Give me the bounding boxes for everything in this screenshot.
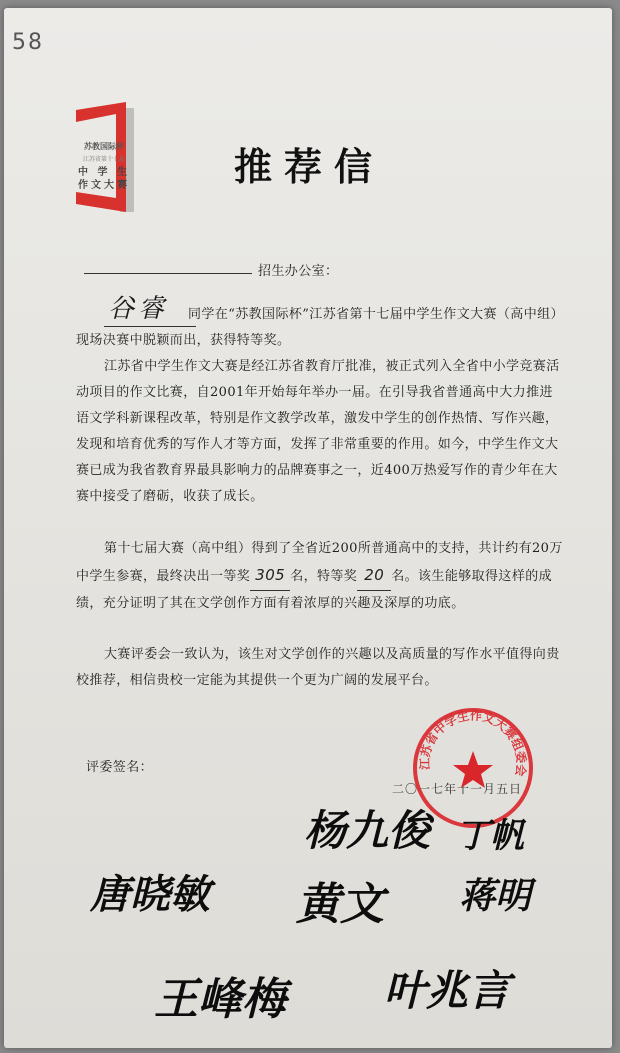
letter-title: 推荐信 — [234, 144, 385, 189]
logo-line-2: 江苏省第十七届 — [82, 156, 125, 163]
student-name-handwritten: 谷睿 — [108, 294, 169, 324]
contest-logo — [72, 100, 134, 212]
first-prize-count: 305 — [255, 566, 286, 584]
page-number: 58 — [12, 30, 44, 55]
signature-5: 蒋明 — [459, 876, 532, 917]
first-prize-blank — [250, 562, 290, 591]
signature-3: 唐晓敏 — [90, 872, 210, 918]
paragraph-2: 江苏省中学生作文大赛是经江苏省教育厅批准，被正式列入全省中小学竞赛活动项目的作文比赛，自2001年开始每年举办一届。在引导我省普通高中大力推进语文学科新课程改革，特别是作文教学改革，激发中学生的创作热情、写作兴趣，发现和培育优秀的写作人才等方面，发挥了非常重要的作用。如今，中学生作文大赛已成为我省教育界最具影响力的品牌赛事之一，近400万热爱写作的青少年在大赛中接受了磨砺，收获了成长。 — [76, 359, 560, 504]
paragraph-3-part-b: 名，特等奖 — [290, 569, 358, 584]
logo-text — [72, 140, 136, 192]
letter-date: 二〇一七年十一月五日 — [392, 782, 523, 796]
paragraph-3-part-c: 名。该生能够取得这样的成绩，充分证明了其在文学创作方面有着浓厚的兴趣及深厚的功底。 — [76, 569, 553, 611]
logo-line-1: 苏教国际杯 — [84, 141, 124, 151]
addressee-blank-line — [84, 273, 252, 274]
signature-4: 黄文 — [296, 879, 384, 930]
seal-star-icon — [453, 751, 493, 788]
logo-line-3: 中 学 生 — [78, 167, 130, 178]
paragraph-1: 同学在“苏教国际杯”江苏省第十七届中学生作文大赛（高中组）现场决赛中脱颖而出，获得特等奖。 — [76, 307, 564, 348]
signature-6: 王峰梅 — [154, 974, 286, 1025]
signature-2: 丁帆 — [456, 816, 524, 856]
signature-7: 叶兆言 — [384, 966, 511, 1015]
logo-line-4: 作文大赛 — [78, 180, 130, 191]
judges-signature-label: 评委签名： — [86, 760, 154, 775]
special-prize-blank — [357, 562, 391, 591]
letter-page — [4, 8, 612, 1048]
addressee-suffix: 招生办公室： — [258, 264, 339, 279]
paragraph-4: 大赛评委会一致认为，该生对文学创作的兴趣以及高质量的写作水平值得向贵校推荐，相信贵校一定能为其提供一个更为广阔的发展平台。 — [76, 647, 560, 688]
signature-1: 杨九俊 — [304, 806, 431, 855]
paragraph-3 — [76, 536, 566, 617]
paragraph-3-part-a: 第十七届大赛（高中组）得到了全省近200所普通高中的支持，共计约有20万中学生参赛，最终决出一等奖 — [76, 541, 563, 584]
special-prize-count: 20 — [364, 566, 385, 584]
seal-text: 江苏省中学生作文大赛组委会 — [417, 708, 529, 778]
